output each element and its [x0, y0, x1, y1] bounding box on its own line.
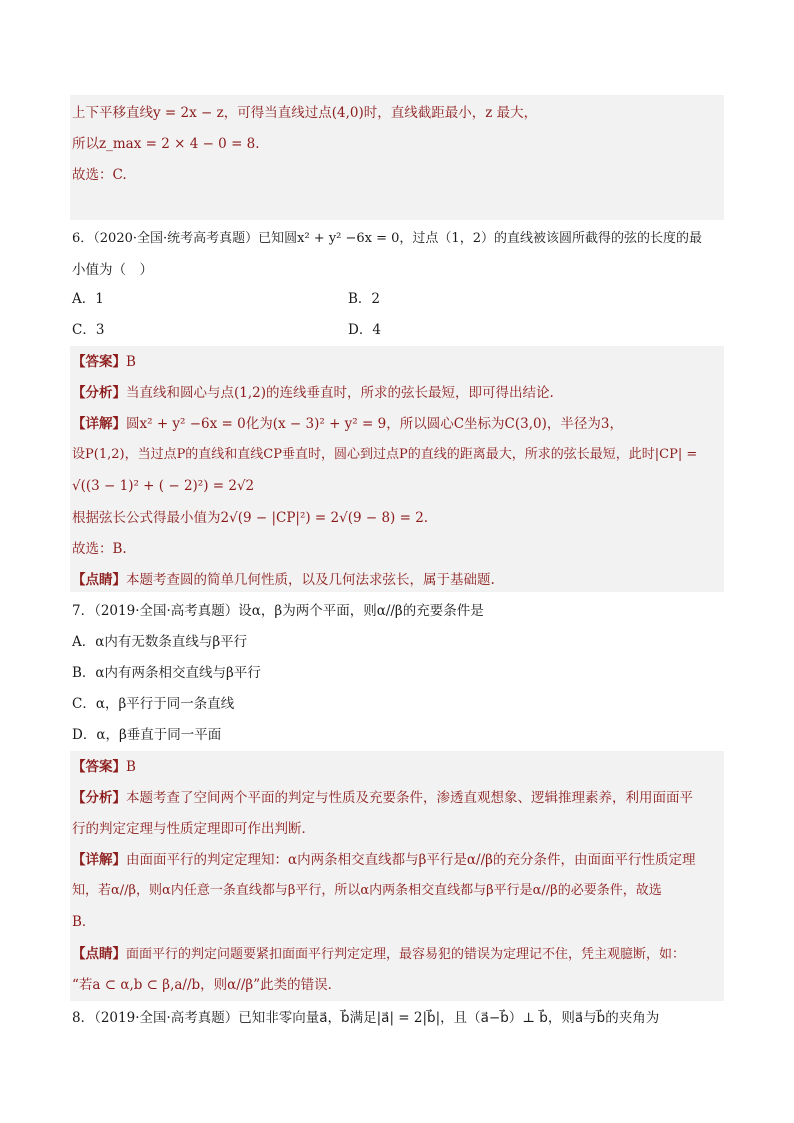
- q7-stem: 7．（2019·全国·高考真题）设α，β为两个平面，则α//β的充要条件是: [72, 603, 484, 619]
- q7-detail-2: 知，若α//β，则α内任意一条直线都与β平行，所以α内两条相交直线都与β平行是α//β的必要条件，故选: [72, 883, 662, 898]
- answer-tag: 【答案】: [72, 354, 126, 370]
- q6-detail-5: 故选：B.: [72, 541, 127, 557]
- analysis-tag: 【分析】: [72, 385, 126, 401]
- q6-option-c: C．3: [72, 322, 105, 338]
- q7-detail-1: [72, 850, 722, 870]
- q6-answer: [72, 352, 722, 372]
- q7-analysis-1: [72, 788, 722, 808]
- q6-detail-4: 根据弦长公式得最小值为2√(9 − |CP|²) = 2√(9 − 8) = 2.: [72, 510, 429, 526]
- q5-solution-line-1: 上下平移直线y = 2x − z，可得当直线过点(4,0)时，直线截距最小，z 最大，: [72, 105, 538, 121]
- q7-option-c: C．α，β平行于同一条直线: [72, 696, 235, 712]
- detail-text: 由面面平行的判定定理知：α内两条相交直线都与β平行是α//β的充分条件，由面面平行性质定理: [126, 852, 696, 868]
- analysis-text: 当直线和圆心与点(1,2)的连线垂直时，所求的弦长最短，即可得出结论.: [126, 385, 554, 401]
- q8-stem: 8．（2019·全国·高考真题）已知非零向量a⃗，b⃗满足|a⃗| = 2|b⃗|，且（a⃗−b⃗）⊥ b⃗，则a⃗与b⃗的夹角为: [72, 1010, 660, 1026]
- answer-value: B: [126, 759, 136, 775]
- q5-solution-line-2: 所以z_max = 2 × 4 − 0 = 8.: [72, 136, 260, 152]
- q6-stem-line-1: 6．（2020·全国·统考高考真题）已知圆x² + y² −6x = 0，过点（1，2）的直线被该圆所截得的弦的长度的最: [72, 231, 702, 246]
- q7-answer: [72, 757, 722, 777]
- answer-value: B: [126, 354, 136, 370]
- q6-detail-2: 设P(1,2)，当过点P的直线和直线CP垂直时，圆心到过点P的直线的距离最大，所求的弦长最短，此时|CP| =: [72, 447, 698, 462]
- comment-tag: 【点睛】: [72, 572, 126, 588]
- q6-comment: [72, 570, 722, 590]
- q6-option-b: B．2: [348, 291, 381, 307]
- q6-detail-1: [72, 414, 722, 434]
- detail-text: 圆x² + y² −6x = 0化为(x − 3)² + y² = 9，所以圆心C坐标为C(3,0)，半径为3，: [126, 416, 623, 432]
- q6-stem-line-2: 小值为（ ）: [72, 262, 153, 278]
- q6-detail-3: √((3 − 1)² + ( − 2)²) = 2√2: [72, 478, 255, 494]
- q7-comment-2: “若a ⊂ α,b ⊂ β,a//b，则α//β”此类的错误．: [72, 977, 342, 993]
- q7-analysis-2: 行的判定定理与性质定理即可作出判断．: [72, 821, 315, 837]
- analysis-text: 本题考查了空间两个平面的判定与性质及充要条件，渗透直观想象、逻辑推理素养，利用面面平: [126, 790, 693, 806]
- answer-tag: 【答案】: [72, 759, 126, 775]
- q7-option-b: B．α内有两条相交直线与β平行: [72, 665, 261, 681]
- q5-solution-line-3: 故选：C.: [72, 167, 127, 183]
- q6-option-a: A．1: [72, 291, 104, 307]
- q7-option-d: D．α，β垂直于同一平面: [72, 727, 222, 743]
- q6-analysis: [72, 383, 722, 403]
- q6-option-d: D．4: [348, 322, 381, 338]
- q7-comment-1: [72, 944, 722, 965]
- detail-tag: 【详解】: [72, 852, 126, 868]
- comment-text: 本题考查圆的简单几何性质，以及几何法求弦长，属于基础题.: [126, 572, 495, 588]
- q7-option-a: A．α内有无数条直线与β平行: [72, 634, 248, 650]
- detail-tag: 【详解】: [72, 416, 126, 432]
- analysis-tag: 【分析】: [72, 790, 126, 806]
- q7-detail-3: B．: [72, 914, 96, 930]
- comment-tag: 【点睛】: [72, 946, 126, 962]
- comment-text: 面面平行的判定问题要紧扣面面平行判定定理，最容易犯的错误为定理记不住，凭主观臆断，如：: [126, 947, 686, 962]
